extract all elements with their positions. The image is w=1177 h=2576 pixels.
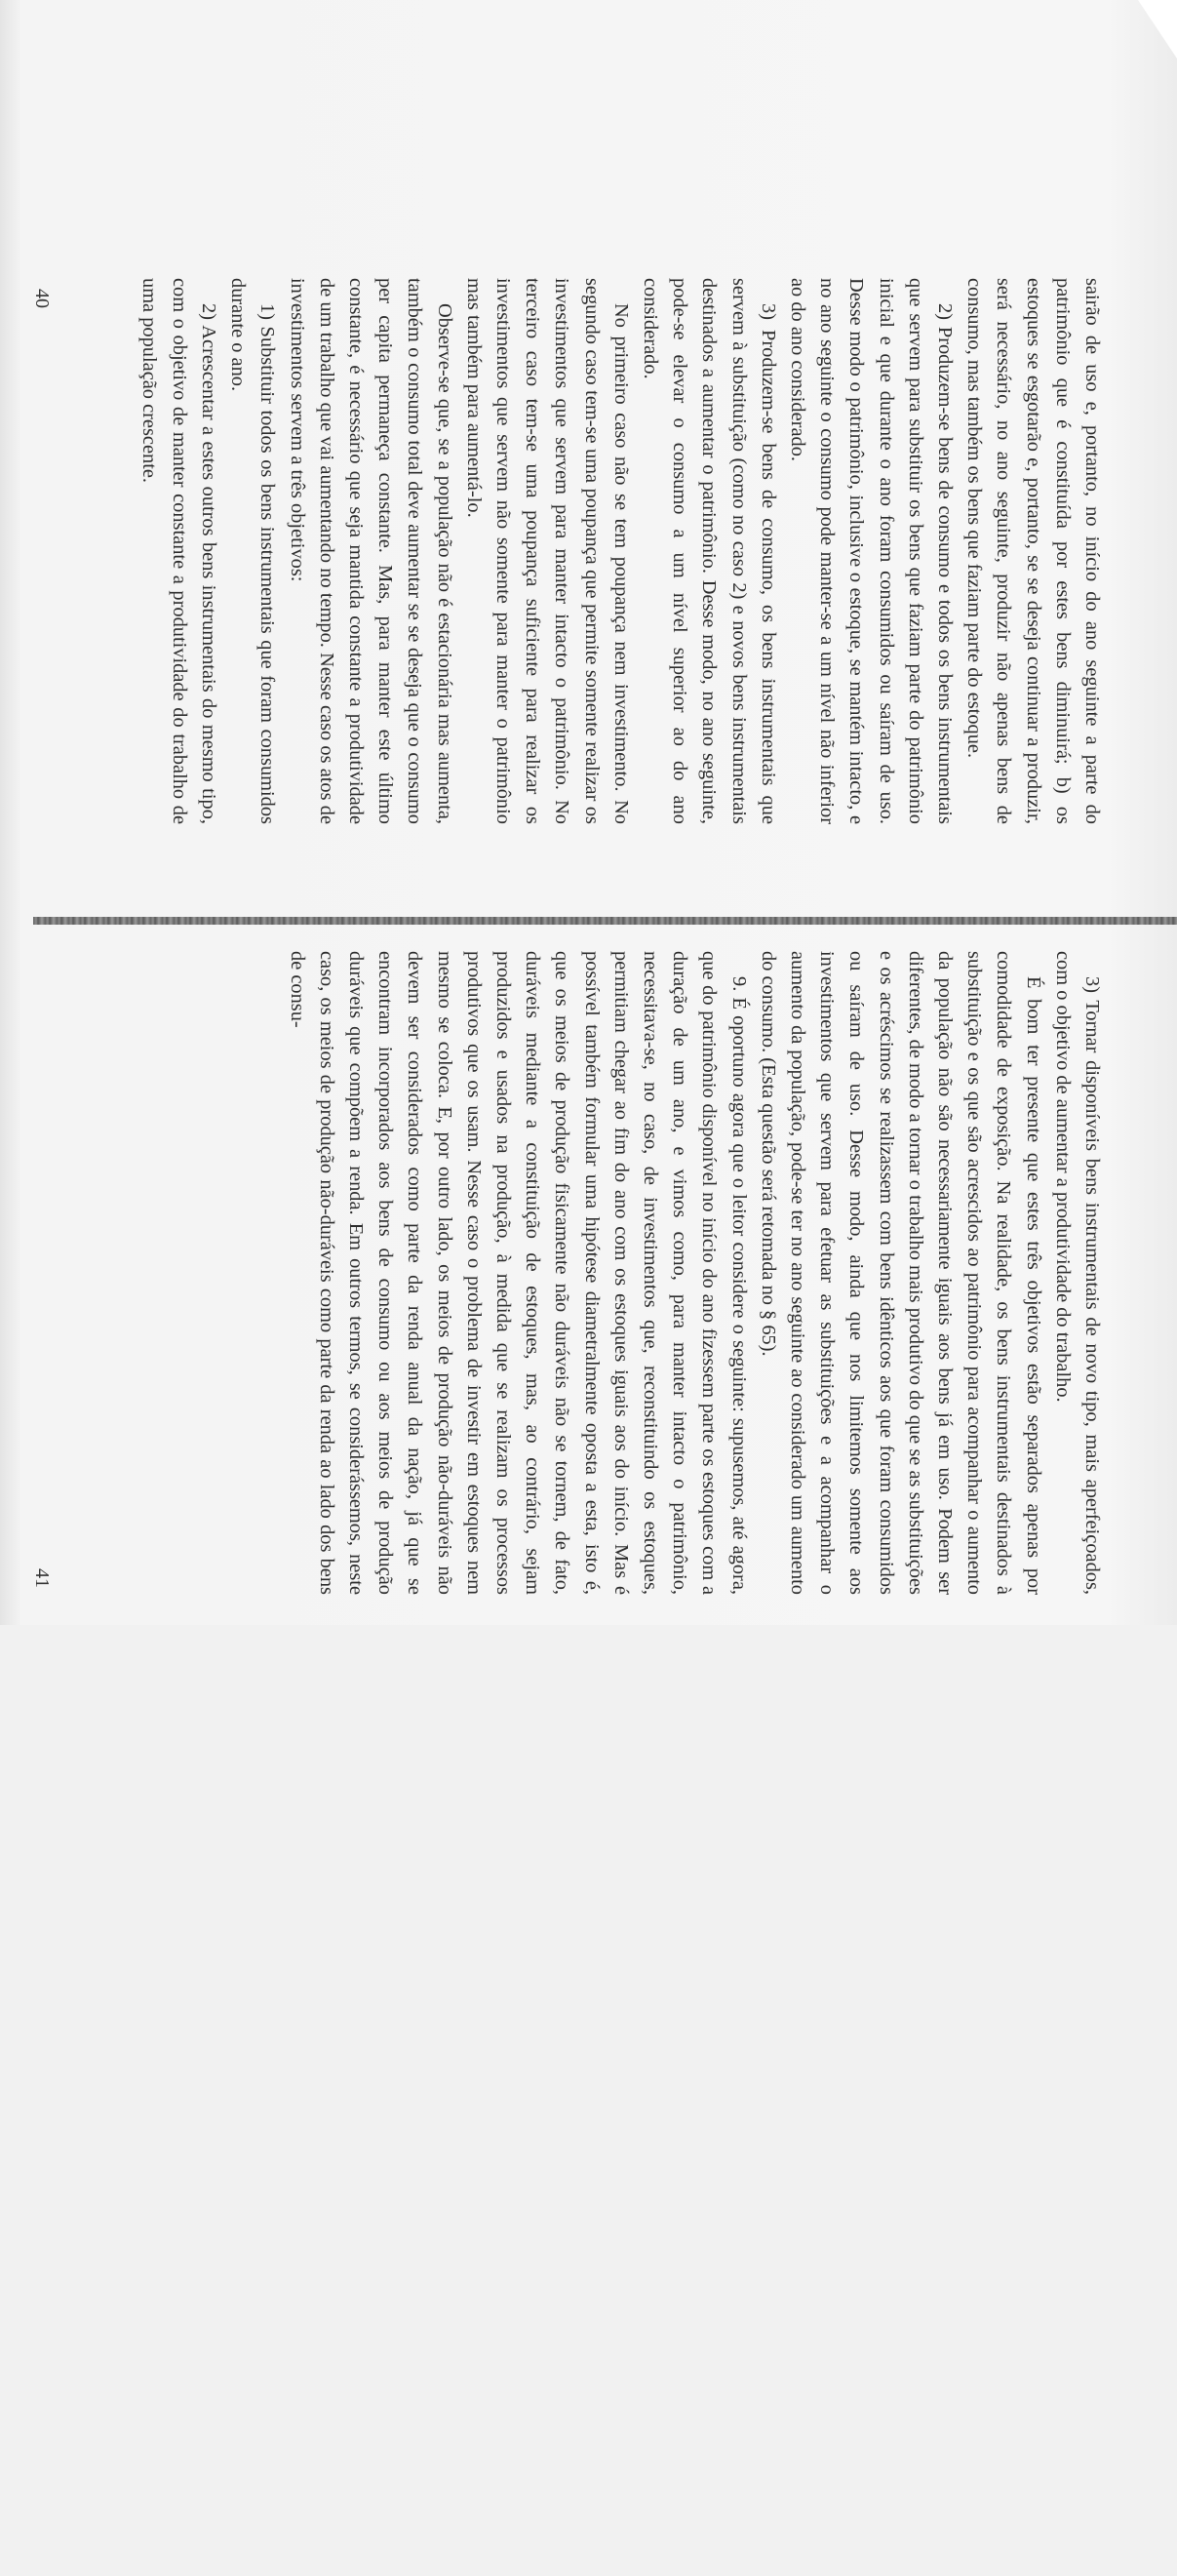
paragraph: É bom ter presente que estes três objetivos estão separados apenas por comodidade de exposição. Na realidade, os bens instrumentais destinados à substituição e os que são acrescidos ao patrimônio para acompanhar o aumento da população não são necessariamente iguais aos bens já em uso. Podem ser diferentes, de modo a tornar o trabalho mais produtivo do que se as substituições e os acréscimos se realizassem com bens idênticos aos que foram consumidos ou saíram de uso. Desse modo, ainda que nos limitemos somente aos investimentos que servem para efetuar as substituições e a acompanhar o aumento da população, pode-se ter no ano seguinte ao considerado um aumento do consumo. (Esta questão será retomada no § 65). <box>757 951 1044 1595</box>
paragraph: 3) Produzem-se bens de consumo, os bens instrumentais que servem à substituição (como no caso 2) e novos bens instrumentais destinados a aumentar o patrimônio. Desse modo, no ano seguinte, pode-se elevar o consumo a um nível superior ao do ano considerado. <box>639 278 779 824</box>
right-page <box>132 951 1107 2576</box>
paragraph: No primeiro caso não se tem poupança nem investimento. No segundo caso tem-se uma poupança que permite somente realizar os investimentos que servem para manter intacto o patrimônio. No terceiro caso tem-se uma poupança suficiente para realizar os investimentos que servem não somente para manter o patrimônio mas também para aumentá-lo. <box>462 278 632 824</box>
right-page-text <box>282 951 1107 1595</box>
paragraph: sairão de uso e, portanto, no início do ano seguinte a parte do patrimônio que é constituída por estes bens diminuirá; b) os estoques se esgotarão e, portanto, se se deseja continuar a produzir, será necessário, no ano seguinte, produzir não apenas bens de consumo, mas também os bens que faziam parte do estoque. <box>963 278 1103 824</box>
page-number-right: 41 <box>31 1568 53 1588</box>
left-page-text <box>135 278 1107 824</box>
paragraph: 1) Substituir todos os bens instrumentais que foram consumidos durante o ano. <box>227 278 279 824</box>
paragraph: 9. É oportuno agora que o leitor considere o seguinte: supusemos, até agora, que do patrimônio disponível no início do ano fizessem parte os estoques com a duração de um ano, e vimos como, para manter intacto o patrimônio, necessitava-se, no caso, de investimentos que, reconstituindo os estoques, permitiam chegar ao fim do ano com os estoques iguais aos do início. Mas é possível também formular uma hipótese diametralmente oposta a esta, isto é, que os meios de produção fisicamente não duráveis não se tornem, de fato, duráveis mediante a constituição de estoques, mas, ao contrário, sejam produzidos e usados na produção, à medida que se realizam os processos produtivos que os usam. Nesse caso o problema de investir em estoques nem mesmo se coloca. E, por outro lado, os meios de produção não-duráveis não devem ser considerados como parte da renda anual da nação, já que se encontram incorporados aos bens de consumo ou aos meios de produção duráveis que compõem a renda. Em outros termos, se considerássemos, neste caso, os meios de produção não-duráveis como parte da renda ao lado dos bens de consu- <box>286 951 750 1595</box>
paragraph: 2) Produzem-se bens de consumo e todos os bens instrumentais que servem para substituir os bens que faziam parte do patrimônio inicial e que durante o ano foram consumidos ou saíram de uso. Desse modo o patrimônio, inclusive o estoque, se mantém intacto, e no ano seguinte o consumo pode manter-se a um nível não inferior ao do ano considerado. <box>786 278 956 824</box>
page-number-left: 40 <box>31 289 53 308</box>
paragraph: Observe-se que, se a população não é estacionária mas aumenta, também o consumo total deve aumentar se se deseja que o consumo per capita permaneça constante. Mas, para manter este último constante, é necessário que seja mantida constante a produtividade de um trabalho que vai aumentando no tempo. Nesse caso os atos de investimentos servem a três objetivos: <box>286 278 455 824</box>
paragraph: 3) Tornar disponíveis bens instrumentais de novo tipo, mais aperfeiçoados, com o objetivo de aumentar a produtividade do trabalho. <box>1051 951 1103 1595</box>
page-corner <box>1138 0 1177 59</box>
paragraph: 2) Acrescentar a estes outros bens instrumentais do mesmo tipo, com o objetivo de manter constante a produtividade do trabalho de uma população crescente. <box>138 278 219 824</box>
